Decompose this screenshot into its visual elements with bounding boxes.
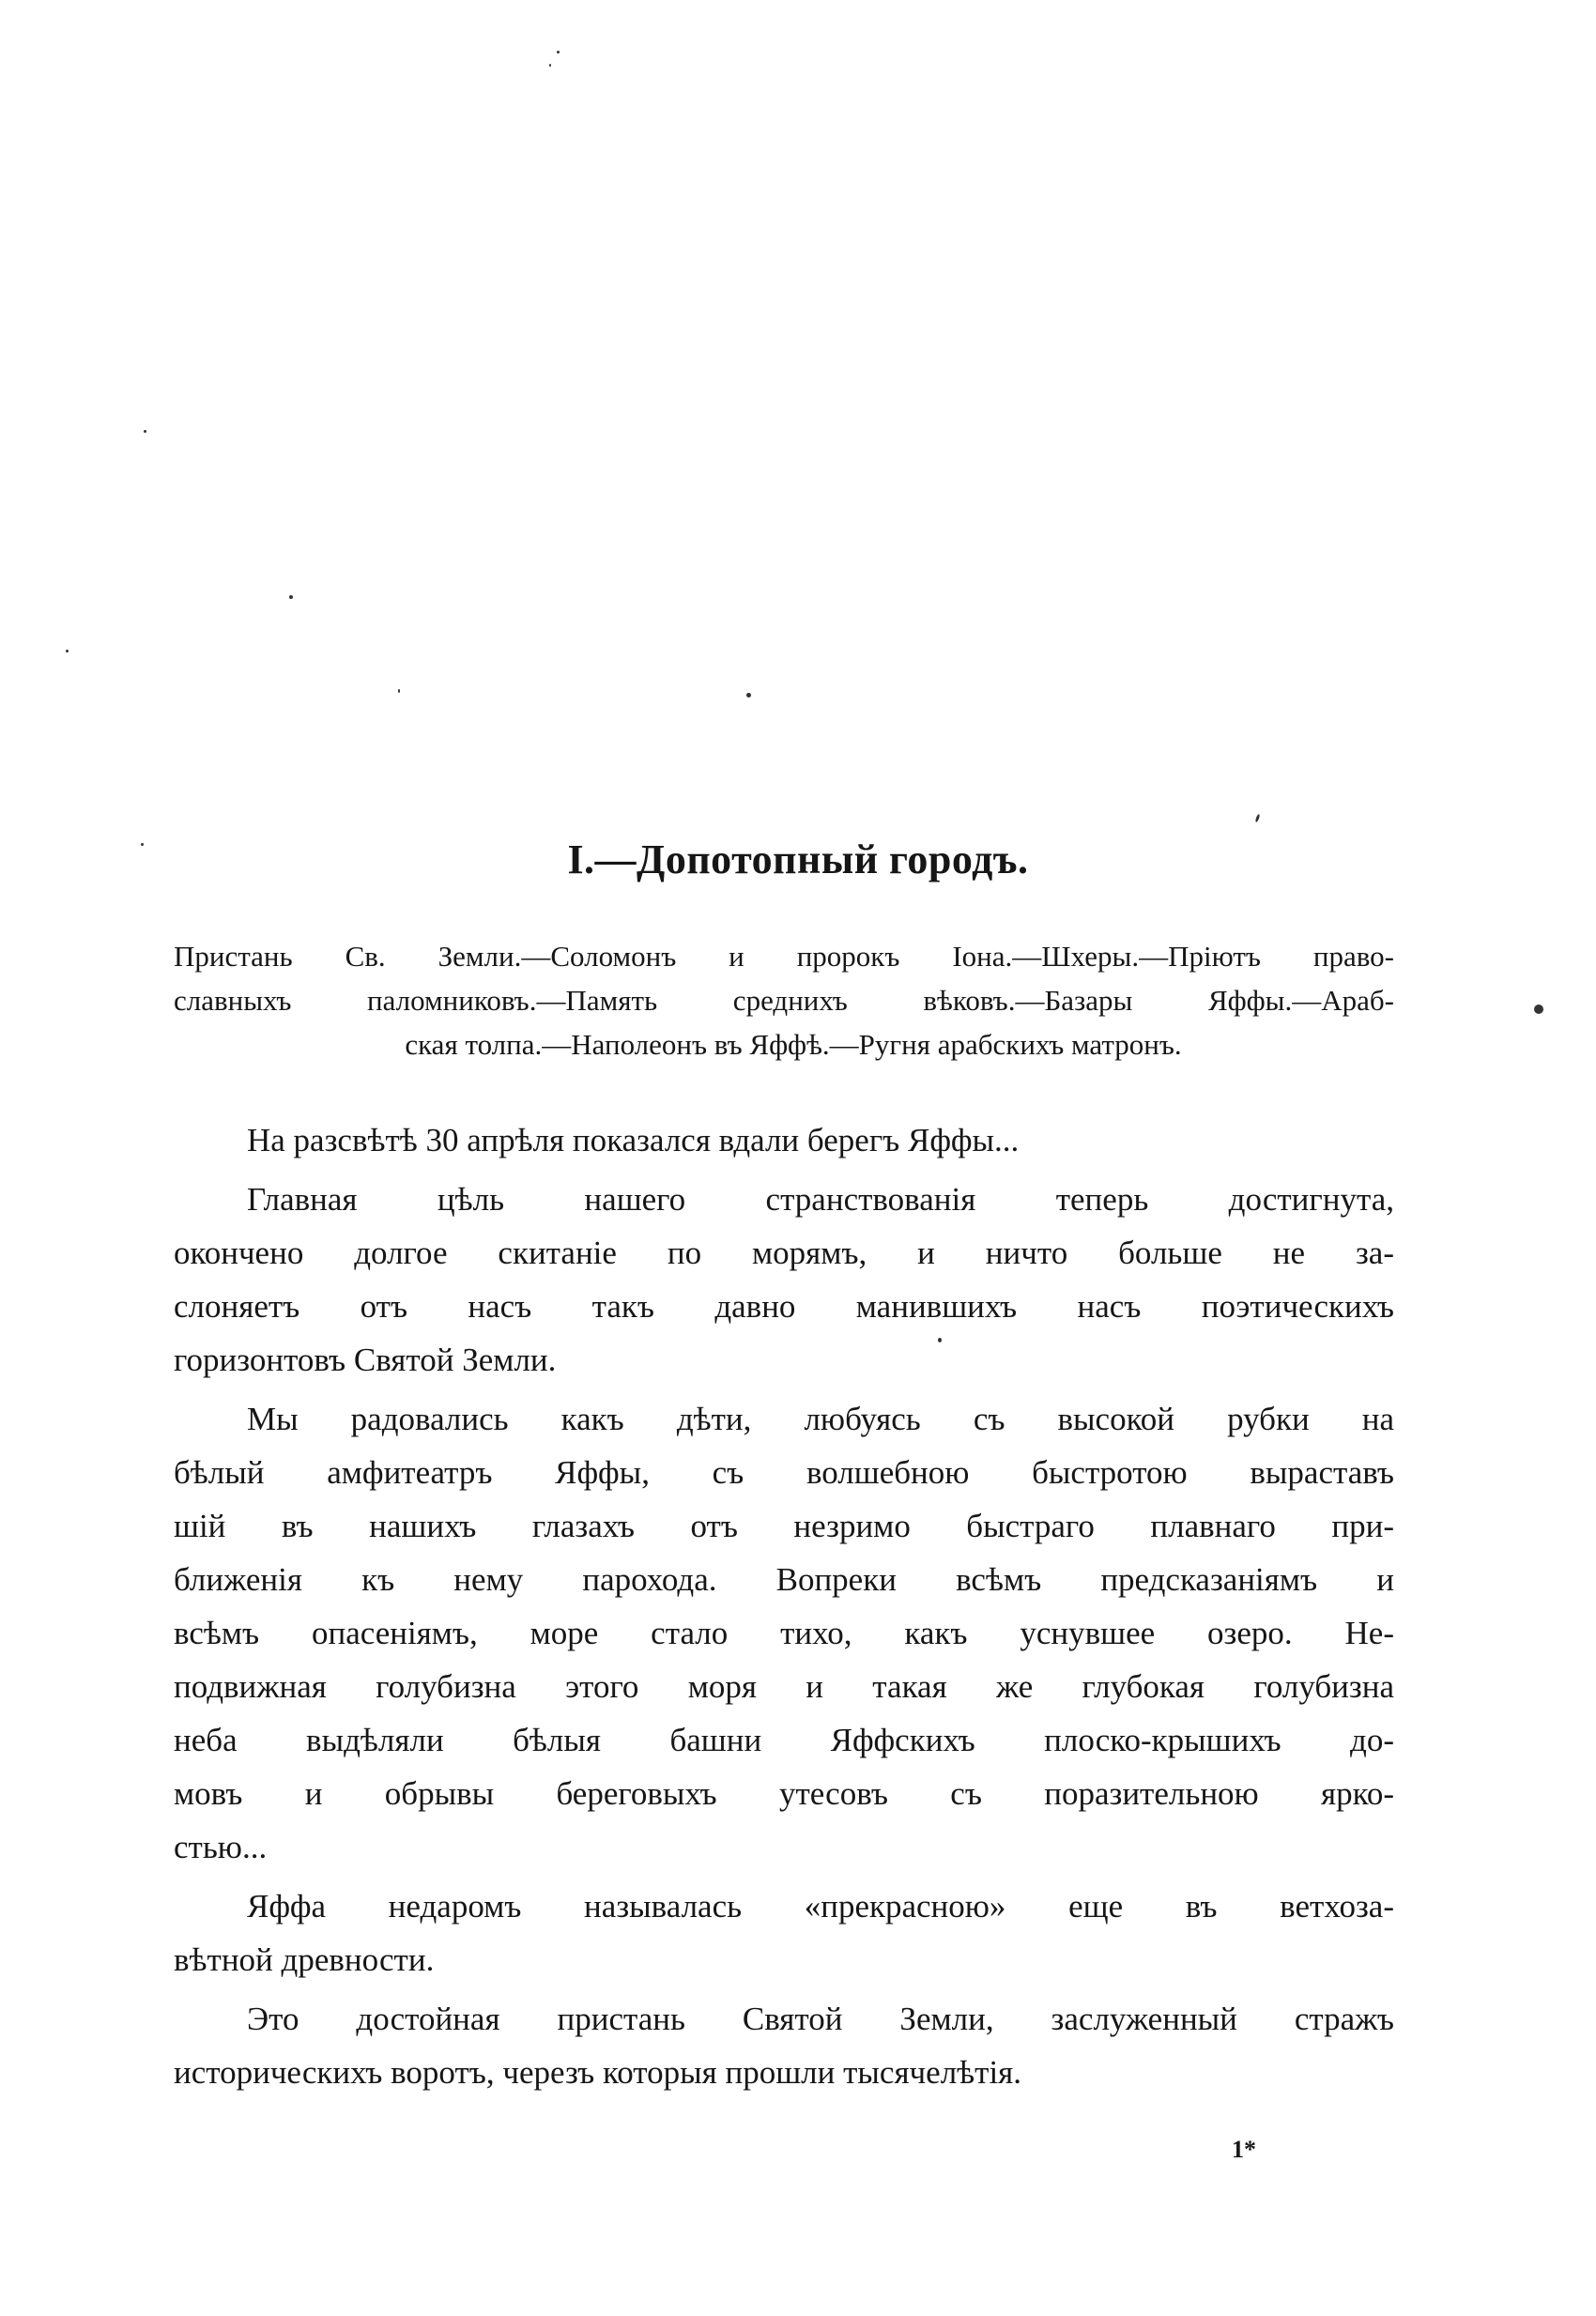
paragraph-line: шій въ нашихъ глазахъ отъ незримо быстраго плавнаго при- — [174, 1508, 1394, 1544]
summary-line: славныхъ паломниковъ.—Память среднихъ вѣковъ.—Базары Яффы.—Араб- — [174, 984, 1394, 1017]
paragraph-line: неба выдѣляли бѣлыя башни Яффскихъ плоско-крышихъ до- — [174, 1722, 1394, 1758]
scan-speck — [1534, 1005, 1543, 1014]
paragraph-line: историческихъ воротъ, черезъ которыя прошли тысячелѣтія. — [174, 2054, 1022, 2091]
paragraph-line: Яффа недаромъ называлась «прекрасною» еще въ ветхоза- — [247, 1888, 1394, 1925]
signature-mark: 1* — [1232, 2136, 1256, 2163]
paragraph-line: слоняетъ отъ насъ такъ давно манившихъ насъ поэтическихъ — [174, 1288, 1394, 1325]
scan-speck — [144, 430, 146, 433]
chapter-title: I.—Допотопный городъ. — [567, 836, 1029, 882]
paragraph-line: Это достойная пристань Святой Земли, заслуженный стражъ — [247, 2001, 1394, 2037]
paragraph-line: всѣмъ опасеніямъ, море стало тихо, какъ уснувшее озеро. Не- — [174, 1615, 1394, 1651]
scan-speck — [557, 51, 560, 54]
body-text — [174, 1113, 1394, 2099]
scan-speck — [746, 693, 751, 698]
scan-speck — [66, 650, 69, 652]
scan-speck — [289, 595, 293, 599]
chapter-summary — [174, 934, 1394, 1066]
paragraph-line: Мы радовались какъ дѣти, любуясь съ высокой рубки на — [247, 1401, 1394, 1437]
paragraph-line: подвижная голубизна этого моря и такая же глубокая голубизна — [174, 1668, 1394, 1705]
paragraph-line: стью... — [174, 1829, 268, 1865]
paragraph-line: горизонтовъ Святой Земли. — [174, 1342, 557, 1378]
paragraph-line: На разсвѣтѣ 30 апрѣля показался вдали берегъ Яффы... — [247, 1122, 1020, 1158]
paragraph-line: мовъ и обрывы береговыхъ утесовъ съ поразительною ярко- — [174, 1775, 1394, 1812]
paragraph-line: Главная цѣль нашего странствованія теперь достигнута, — [247, 1181, 1394, 1218]
paragraph-line: вѣтной древности. — [174, 1941, 435, 1978]
scan-speck — [1255, 814, 1261, 822]
paragraph-line: ближенія къ нему парохода. Вопреки всѣмъ предсказаніямъ и — [174, 1561, 1394, 1598]
paragraph-line: бѣлый амфитеатръ Яффы, съ волшебною быстротою выраставъ — [174, 1454, 1394, 1491]
paragraph-line: окончено долгое скитаніе по морямъ, и ничто больше не за- — [174, 1235, 1394, 1271]
summary-line: Пристань Св. Земли.—Соломонъ и пророкъ Іона.—Шхеры.—Пріютъ право- — [174, 940, 1394, 973]
summary-line: ская толпа.—Наполеонъ въ Яффѣ.—Ругня арабскихъ матронъ. — [405, 1028, 1182, 1061]
scan-speck — [549, 64, 551, 67]
scan-speck — [398, 689, 400, 693]
